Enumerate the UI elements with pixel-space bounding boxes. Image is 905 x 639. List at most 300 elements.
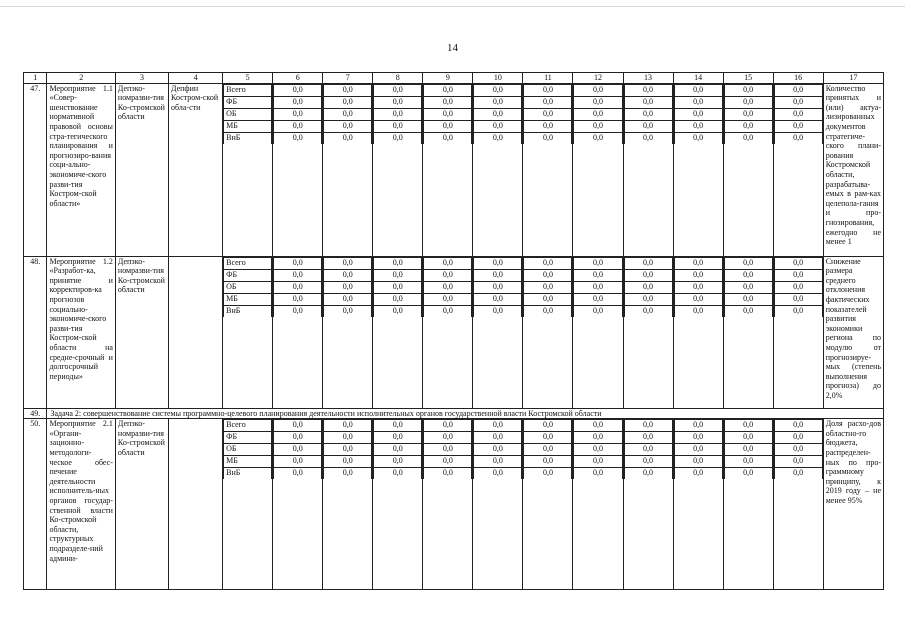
year-value-cell <box>473 256 523 408</box>
funding-value: 0,0 <box>474 120 522 132</box>
funding-value: 0,0 <box>674 293 722 305</box>
year-value-cell <box>723 419 773 590</box>
funding-value: 0,0 <box>574 96 622 108</box>
source-line <box>424 257 472 269</box>
funding-value: 0,0 <box>574 293 622 305</box>
page-top-edge <box>0 6 905 7</box>
funding-value: 0,0 <box>474 468 522 480</box>
program-table <box>23 72 884 590</box>
source-line <box>424 269 472 281</box>
source-line <box>424 432 472 444</box>
source-line <box>224 468 272 480</box>
source-line <box>724 305 772 317</box>
source-line <box>324 293 372 305</box>
funding-value: 0,0 <box>674 132 722 144</box>
funding-value: 0,0 <box>774 420 822 432</box>
funding-source-label: МБ <box>224 293 272 305</box>
funding-value: 0,0 <box>674 444 722 456</box>
source-line <box>324 305 372 317</box>
funding-value: 0,0 <box>524 96 572 108</box>
source-line <box>724 468 772 480</box>
funding-value: 0,0 <box>324 456 372 468</box>
source-line <box>774 444 822 456</box>
funding-value: 0,0 <box>274 444 322 456</box>
source-line <box>324 132 372 144</box>
source-line <box>374 432 422 444</box>
source-line <box>224 257 272 269</box>
source-line <box>324 281 372 293</box>
source-line <box>574 108 622 120</box>
funding-value: 0,0 <box>724 420 772 432</box>
source-line <box>424 305 472 317</box>
value-list <box>373 419 422 479</box>
funding-value: 0,0 <box>324 96 372 108</box>
source-line <box>424 456 472 468</box>
source-line <box>724 108 772 120</box>
value-list <box>724 84 773 144</box>
funding-value: 0,0 <box>274 281 322 293</box>
year-value-cell <box>423 419 473 590</box>
source-line <box>524 281 572 293</box>
source-line <box>524 96 572 108</box>
responsible-executor: Депэко-номразви-тия Ко-стромской области <box>115 256 168 408</box>
source-line <box>474 305 522 317</box>
year-value-cell <box>623 419 673 590</box>
funding-value: 0,0 <box>674 269 722 281</box>
source-line <box>674 132 722 144</box>
funding-value: 0,0 <box>624 132 672 144</box>
value-list <box>674 84 723 144</box>
source-line <box>374 420 422 432</box>
funding-value: 0,0 <box>774 432 822 444</box>
funding-value: 0,0 <box>674 305 722 317</box>
co-executor <box>169 419 223 590</box>
funding-value: 0,0 <box>474 444 522 456</box>
funding-value: 0,0 <box>674 456 722 468</box>
target-indicator: Снижение размера среднего отклонения фактических показателей развития экономики региона по модулю от прогнозируе-мых (степень выполнения прогноза) до 2,0% <box>823 256 883 408</box>
source-line <box>524 444 572 456</box>
value-list <box>573 84 622 144</box>
source-line <box>474 420 522 432</box>
year-value-cell <box>623 256 673 408</box>
source-line <box>674 432 722 444</box>
funding-value: 0,0 <box>424 444 472 456</box>
value-list <box>573 257 622 317</box>
funding-value: 0,0 <box>324 281 372 293</box>
column-number-cell: 6 <box>273 73 323 84</box>
source-line <box>624 108 672 120</box>
year-value-cell <box>373 256 423 408</box>
source-line <box>724 444 772 456</box>
column-number-cell: 5 <box>223 73 273 84</box>
source-line <box>724 456 772 468</box>
funding-source-label: Всего <box>224 420 272 432</box>
source-line <box>374 444 422 456</box>
source-line <box>574 305 622 317</box>
funding-source-label: ВнБ <box>224 132 272 144</box>
year-value-cell <box>423 256 473 408</box>
funding-value: 0,0 <box>774 468 822 480</box>
source-line <box>224 420 272 432</box>
value-list <box>523 84 572 144</box>
source-line <box>774 269 822 281</box>
funding-value: 0,0 <box>324 432 372 444</box>
source-line <box>674 305 722 317</box>
source-line <box>424 132 472 144</box>
funding-value: 0,0 <box>374 293 422 305</box>
funding-value: 0,0 <box>274 293 322 305</box>
row-number: 49. <box>24 408 47 419</box>
funding-value: 0,0 <box>774 132 822 144</box>
source-line <box>674 120 722 132</box>
column-number-cell: 14 <box>673 73 723 84</box>
source-line <box>774 132 822 144</box>
funding-value: 0,0 <box>624 108 672 120</box>
funding-value: 0,0 <box>274 305 322 317</box>
funding-source-label: ОБ <box>224 444 272 456</box>
source-line <box>224 281 272 293</box>
funding-value: 0,0 <box>274 120 322 132</box>
funding-value: 0,0 <box>474 293 522 305</box>
funding-value: 0,0 <box>624 420 672 432</box>
funding-value: 0,0 <box>474 108 522 120</box>
source-line <box>774 257 822 269</box>
source-line <box>474 456 522 468</box>
funding-value: 0,0 <box>674 420 722 432</box>
source-line <box>324 456 372 468</box>
funding-value: 0,0 <box>624 293 672 305</box>
funding-value: 0,0 <box>624 257 672 269</box>
source-line <box>674 108 722 120</box>
funding-value: 0,0 <box>574 84 622 96</box>
funding-value: 0,0 <box>774 84 822 96</box>
source-line <box>524 120 572 132</box>
funding-value: 0,0 <box>324 108 372 120</box>
value-list <box>323 419 372 479</box>
year-value-cell <box>473 83 523 256</box>
source-line <box>524 108 572 120</box>
funding-value: 0,0 <box>724 305 772 317</box>
source-line <box>674 456 722 468</box>
source-line <box>224 108 272 120</box>
funding-value: 0,0 <box>674 281 722 293</box>
source-line <box>624 132 672 144</box>
column-number-cell: 10 <box>473 73 523 84</box>
activity-name: Мероприятие 1.1 «Совер-шенствование нормативной правовой основы стра-тегического планирования и прогнозиро-вания соци-ально-экономиче-ского разви-тия Костром-ской области» <box>47 83 115 256</box>
funding-value: 0,0 <box>324 120 372 132</box>
source-line <box>774 281 822 293</box>
funding-value: 0,0 <box>374 432 422 444</box>
source-line <box>424 281 472 293</box>
funding-value: 0,0 <box>724 120 772 132</box>
year-value-cell <box>523 83 573 256</box>
table-row <box>24 256 884 408</box>
responsible-executor: Депэко-номразви-тия Ко-стромской области <box>115 419 168 590</box>
funding-value: 0,0 <box>374 456 422 468</box>
funding-source-label: ВнБ <box>224 468 272 480</box>
source-line <box>474 132 522 144</box>
funding-value: 0,0 <box>774 257 822 269</box>
source-line <box>224 120 272 132</box>
funding-value: 0,0 <box>474 84 522 96</box>
funding-value: 0,0 <box>374 305 422 317</box>
source-line <box>274 96 322 108</box>
funding-value: 0,0 <box>724 132 772 144</box>
source-line <box>374 468 422 480</box>
source-line <box>774 96 822 108</box>
column-number-cell: 3 <box>115 73 168 84</box>
funding-value: 0,0 <box>424 468 472 480</box>
source-line <box>574 432 622 444</box>
funding-value: 0,0 <box>374 468 422 480</box>
funding-value: 0,0 <box>524 84 572 96</box>
funding-value: 0,0 <box>624 269 672 281</box>
funding-value: 0,0 <box>324 269 372 281</box>
year-value-cell <box>273 256 323 408</box>
source-line <box>424 84 472 96</box>
source-line <box>424 120 472 132</box>
source-line <box>574 84 622 96</box>
funding-value: 0,0 <box>274 257 322 269</box>
column-number-cell: 11 <box>523 73 573 84</box>
source-line <box>724 420 772 432</box>
source-line <box>324 108 372 120</box>
source-line <box>774 293 822 305</box>
value-list <box>423 257 472 317</box>
year-value-cell <box>573 83 623 256</box>
value-list <box>273 257 322 317</box>
source-line <box>774 84 822 96</box>
source-line <box>674 257 722 269</box>
funding-value: 0,0 <box>674 108 722 120</box>
year-value-cell <box>473 419 523 590</box>
funding-value: 0,0 <box>274 84 322 96</box>
funding-value: 0,0 <box>724 281 772 293</box>
year-value-cell <box>373 83 423 256</box>
year-value-cell <box>723 83 773 256</box>
year-value-cell <box>623 83 673 256</box>
source-line <box>674 293 722 305</box>
funding-value: 0,0 <box>274 456 322 468</box>
funding-value: 0,0 <box>374 108 422 120</box>
funding-value: 0,0 <box>524 432 572 444</box>
source-line <box>374 305 422 317</box>
source-line <box>674 96 722 108</box>
funding-value: 0,0 <box>324 420 372 432</box>
funding-value: 0,0 <box>474 96 522 108</box>
funding-value: 0,0 <box>574 269 622 281</box>
funding-value: 0,0 <box>424 420 472 432</box>
source-line <box>424 444 472 456</box>
source-line <box>274 269 322 281</box>
funding-value: 0,0 <box>524 120 572 132</box>
source-line <box>574 281 622 293</box>
year-value-cell <box>573 419 623 590</box>
funding-value: 0,0 <box>774 108 822 120</box>
value-list <box>674 257 723 317</box>
source-line <box>474 84 522 96</box>
funding-value: 0,0 <box>774 120 822 132</box>
column-number-cell: 7 <box>323 73 373 84</box>
source-line <box>524 305 572 317</box>
funding-value: 0,0 <box>624 468 672 480</box>
funding-value: 0,0 <box>624 84 672 96</box>
value-list <box>323 257 372 317</box>
funding-value: 0,0 <box>524 444 572 456</box>
funding-value: 0,0 <box>774 456 822 468</box>
funding-value: 0,0 <box>274 468 322 480</box>
column-number-cell: 12 <box>573 73 623 84</box>
funding-value: 0,0 <box>474 420 522 432</box>
source-line <box>274 305 322 317</box>
source-line <box>274 281 322 293</box>
source-line <box>774 432 822 444</box>
year-value-cell <box>523 256 573 408</box>
funding-value: 0,0 <box>574 120 622 132</box>
source-line <box>724 132 772 144</box>
funding-value: 0,0 <box>324 468 372 480</box>
funding-value: 0,0 <box>474 269 522 281</box>
source-line <box>774 420 822 432</box>
source-line <box>574 257 622 269</box>
source-line <box>674 281 722 293</box>
funding-value: 0,0 <box>524 257 572 269</box>
source-line <box>474 293 522 305</box>
table-row <box>24 419 884 590</box>
funding-value: 0,0 <box>324 293 372 305</box>
funding-value: 0,0 <box>474 432 522 444</box>
source-line <box>274 456 322 468</box>
source-line <box>624 281 672 293</box>
co-executor <box>169 256 223 408</box>
header-row <box>24 73 884 84</box>
funding-value: 0,0 <box>674 257 722 269</box>
funding-value: 0,0 <box>474 281 522 293</box>
funding-value: 0,0 <box>524 420 572 432</box>
source-line <box>524 84 572 96</box>
funding-value: 0,0 <box>774 96 822 108</box>
source-line <box>324 444 372 456</box>
source-line <box>374 456 422 468</box>
source-line <box>274 84 322 96</box>
funding-value: 0,0 <box>524 132 572 144</box>
source-line <box>374 257 422 269</box>
value-list <box>323 84 372 144</box>
value-list <box>774 257 823 317</box>
source-line <box>724 281 772 293</box>
column-number-cell: 16 <box>773 73 823 84</box>
year-value-cell <box>273 419 323 590</box>
value-list <box>423 419 472 479</box>
source-line <box>474 96 522 108</box>
page-number: 14 <box>447 42 458 54</box>
column-number-cell: 8 <box>373 73 423 84</box>
funding-value: 0,0 <box>724 293 772 305</box>
funding-value: 0,0 <box>674 432 722 444</box>
source-line <box>774 305 822 317</box>
source-line <box>724 96 772 108</box>
source-line <box>524 293 572 305</box>
funding-value: 0,0 <box>324 305 372 317</box>
value-list <box>624 419 673 479</box>
funding-value: 0,0 <box>424 432 472 444</box>
funding-value: 0,0 <box>724 456 772 468</box>
funding-value: 0,0 <box>624 432 672 444</box>
funding-value: 0,0 <box>274 432 322 444</box>
funding-value: 0,0 <box>524 281 572 293</box>
row-number: 47. <box>24 83 47 256</box>
funding-value: 0,0 <box>674 84 722 96</box>
task-row <box>24 408 884 419</box>
funding-value: 0,0 <box>524 468 572 480</box>
source-line <box>324 120 372 132</box>
target-indicator: Количество принятых и (или) актуа-лизированных документов стратегиче-ского плани-рования Костромской области, разрабатыва-емых в рам-ках целеполa-гания и про-гнозирования, ежегодно не менее 1 <box>823 83 883 256</box>
year-value-cell <box>323 83 373 256</box>
source-line <box>524 420 572 432</box>
source-line <box>624 432 672 444</box>
value-list <box>423 84 472 144</box>
source-line <box>574 293 622 305</box>
funding-value: 0,0 <box>374 257 422 269</box>
source-line <box>424 468 472 480</box>
year-value-cell <box>673 256 723 408</box>
source-line <box>624 456 672 468</box>
source-line <box>574 269 622 281</box>
source-line <box>624 468 672 480</box>
funding-value: 0,0 <box>324 132 372 144</box>
funding-source-label: ФБ <box>224 432 272 444</box>
activity-name: Мероприятие 2.1 «Органи-зационно-методологи-ческое обес-печение деятельности исполнитель-ных органов государ-ственной власти Ко-стромской области, структурных подразделе-ний админи- <box>47 419 115 590</box>
source-line <box>274 108 322 120</box>
funding-value: 0,0 <box>724 468 772 480</box>
source-line <box>524 432 572 444</box>
value-list <box>774 419 823 479</box>
funding-source-list <box>223 84 272 144</box>
source-line <box>574 96 622 108</box>
funding-value: 0,0 <box>374 96 422 108</box>
year-value-cell <box>423 83 473 256</box>
source-line <box>524 257 572 269</box>
value-list <box>473 257 522 317</box>
funding-value: 0,0 <box>374 120 422 132</box>
funding-value: 0,0 <box>324 444 372 456</box>
year-value-cell <box>773 419 823 590</box>
source-line <box>324 432 372 444</box>
value-list <box>273 84 322 144</box>
source-line <box>274 120 322 132</box>
source-line <box>374 120 422 132</box>
source-line <box>574 456 622 468</box>
funding-source-label: ВнБ <box>224 305 272 317</box>
source-line <box>474 120 522 132</box>
source-line <box>624 96 672 108</box>
funding-value: 0,0 <box>424 120 472 132</box>
source-line <box>274 444 322 456</box>
funding-value: 0,0 <box>274 269 322 281</box>
funding-value: 0,0 <box>524 269 572 281</box>
source-line <box>274 432 322 444</box>
funding-value: 0,0 <box>424 281 472 293</box>
funding-value: 0,0 <box>424 293 472 305</box>
target-indicator: Доля расхо-дов областно-го бюджета, распределен-ных по про-граммному принципу, к 2019 году – не менее 95% <box>823 419 883 590</box>
funding-value: 0,0 <box>674 468 722 480</box>
funding-source-label: ФБ <box>224 96 272 108</box>
source-line <box>574 132 622 144</box>
funding-value: 0,0 <box>624 96 672 108</box>
value-list <box>724 419 773 479</box>
funding-value: 0,0 <box>424 305 472 317</box>
funding-value: 0,0 <box>574 456 622 468</box>
